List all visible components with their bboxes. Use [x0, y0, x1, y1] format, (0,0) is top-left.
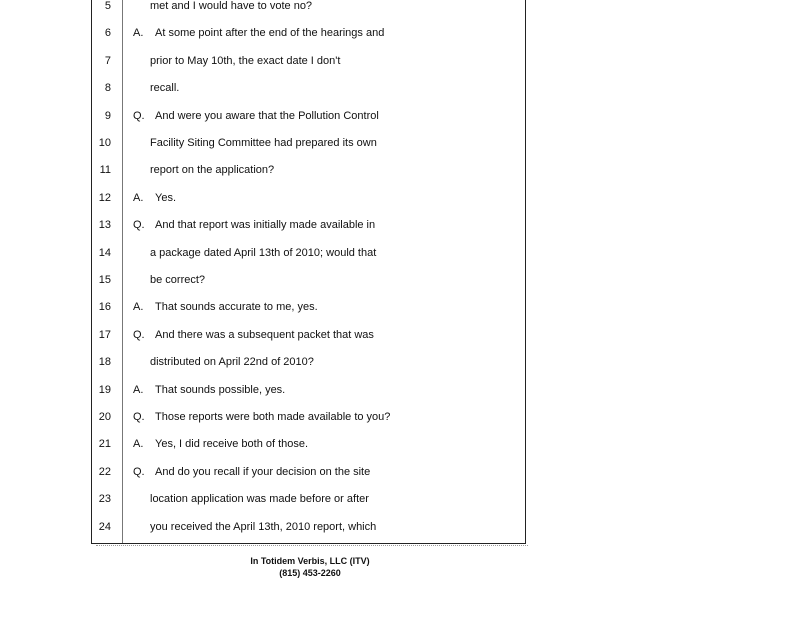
line-number: 22	[98, 465, 111, 478]
line-text: recall.	[150, 82, 180, 95]
line-text: location application was made before or after	[150, 493, 369, 506]
line-number: 17	[98, 328, 111, 341]
speaker-label: A.	[133, 191, 144, 204]
line-number: 16	[98, 301, 111, 314]
page-scan-edge	[96, 545, 528, 548]
line-text: prior to May 10th, the exact date I don't	[150, 54, 341, 67]
line-number: 19	[98, 383, 111, 396]
transcript-line	[92, 162, 512, 178]
transcript-line	[92, 436, 512, 452]
line-text: distributed on April 22nd of 2010?	[150, 356, 314, 369]
line-text: be correct?	[150, 274, 206, 286]
footer-phone: (815) 453-2260	[279, 568, 341, 578]
line-text: a package dated April 13th of 2010; would that	[150, 246, 377, 259]
speaker-label: Q.	[133, 328, 145, 341]
transcript-line	[92, 80, 512, 96]
line-text: And that report was initially made available in	[155, 219, 376, 232]
line-text: That sounds accurate to me, yes.	[155, 301, 318, 314]
line-number: 15	[98, 274, 111, 286]
line-text: report on the application?	[150, 164, 275, 177]
transcript-line	[92, 519, 512, 535]
line-text: And were you aware that the Pollution Control	[155, 109, 379, 122]
transcript-line	[92, 25, 512, 41]
speaker-label: A.	[133, 301, 144, 314]
line-number: 8	[104, 82, 111, 95]
line-text: met and I would have to vote no?	[150, 0, 313, 12]
transcript-line	[92, 135, 512, 151]
transcript-line	[92, 0, 512, 14]
transcript-line	[92, 382, 512, 398]
line-number: 12	[98, 191, 111, 204]
transcript-line	[92, 272, 512, 288]
line-number: 18	[98, 356, 111, 369]
speaker-label: Q.	[133, 411, 145, 423]
line-number: 23	[98, 493, 111, 506]
line-number: 10	[98, 137, 111, 149]
line-text: Facility Siting Committee had prepared its own	[150, 137, 377, 149]
line-text: Those reports were both made available to you?	[155, 411, 391, 423]
transcript-line	[92, 217, 512, 233]
transcript-line	[92, 108, 512, 124]
transcript-page	[91, 0, 526, 544]
line-number: 24	[98, 520, 111, 533]
line-text: you received the April 13th, 2010 report, which	[150, 520, 377, 533]
line-number: 5	[104, 0, 111, 12]
transcript-line	[92, 409, 512, 425]
line-number: 9	[104, 109, 111, 122]
speaker-label: A.	[133, 27, 144, 40]
transcript-line	[92, 190, 512, 206]
transcript-line	[92, 299, 512, 315]
line-number: 6	[104, 27, 111, 40]
line-text: And there was a subsequent packet that was	[155, 328, 374, 341]
speaker-label: Q.	[133, 465, 145, 478]
line-text: At some point after the end of the hearings and	[155, 27, 385, 40]
line-number: 7	[104, 54, 111, 67]
transcript-line	[92, 327, 512, 343]
transcript-line	[92, 491, 512, 507]
footer-company: In Totidem Verbis, LLC (ITV)	[250, 556, 370, 566]
line-number: 14	[98, 246, 111, 259]
line-text: That sounds possible, yes.	[155, 383, 286, 396]
speaker-label: Q.	[133, 109, 145, 122]
speaker-label: Q.	[133, 219, 145, 232]
line-text: Yes.	[155, 191, 177, 204]
transcript-line	[92, 53, 512, 69]
line-number: 21	[98, 438, 111, 451]
line-number: 13	[98, 219, 111, 232]
line-text: Yes, I did receive both of those.	[155, 438, 309, 451]
transcript-line	[92, 354, 512, 370]
speaker-label: A.	[133, 383, 144, 396]
transcript-line	[92, 464, 512, 480]
line-number: 20	[98, 411, 111, 423]
line-number: 11	[99, 164, 111, 177]
line-text: And do you recall if your decision on the site	[155, 465, 371, 478]
transcript-line	[92, 245, 512, 261]
speaker-label: A.	[133, 438, 144, 451]
